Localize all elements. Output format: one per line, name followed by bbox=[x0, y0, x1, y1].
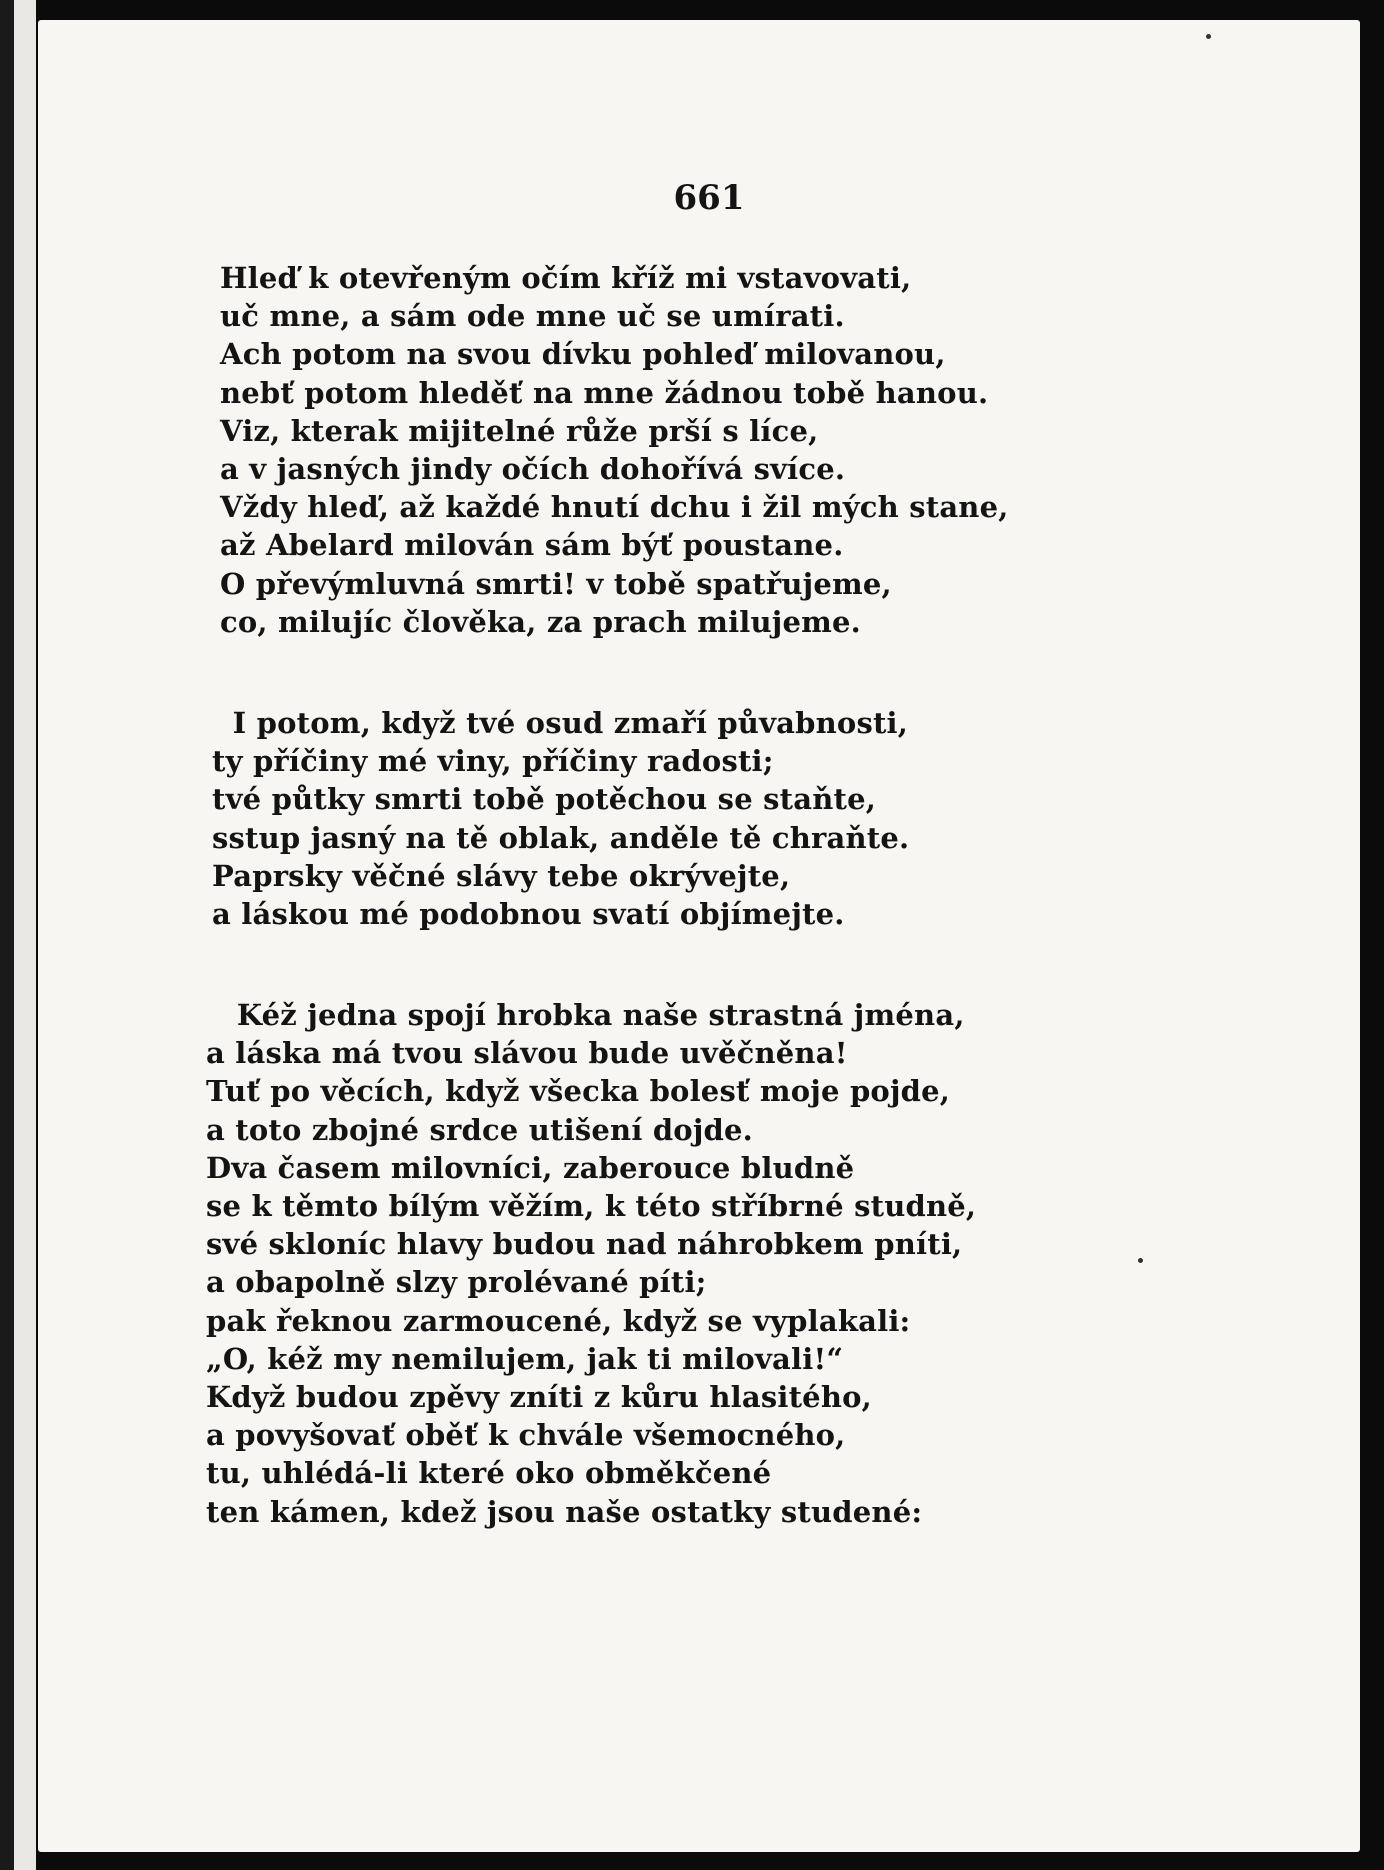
verse-line: co, milujíc člověka, za prach milujeme. bbox=[220, 604, 861, 639]
verse-line: Hleď k otevřeným očím kříž mi vstavovati, bbox=[220, 261, 912, 295]
verse-line: a povyšovať oběť k chvále všemocného, bbox=[206, 1418, 846, 1453]
verse-line: Viz, kterak mijitelné růže prší s líce, bbox=[220, 413, 819, 448]
verse-line: I potom, když tvé osud zmaří půvabnosti, bbox=[212, 706, 909, 740]
verse-line: a toto zbojné srdce utišení dojde. bbox=[206, 1112, 753, 1147]
verse-line: Paprsky věčné slávy tebe okrývejte, bbox=[212, 858, 791, 893]
verse-line: a láska má tvou slávou bude uvěčněna! bbox=[206, 1036, 848, 1071]
verse-line: pak řeknou zarmoucené, když se vyplakali: bbox=[206, 1303, 911, 1338]
verse-line: Když budou zpěvy zníti z kůru hlasitého, bbox=[206, 1380, 872, 1415]
stanza-2 bbox=[212, 704, 909, 933]
facing-page-edge bbox=[14, 0, 36, 1870]
scan-edge-left bbox=[0, 0, 14, 1870]
verse-line: O převýmluvná smrti! v tobě spatřujeme, bbox=[220, 566, 892, 601]
verse-line: uč mne, a sám ode mne uč se umírati. bbox=[220, 299, 845, 334]
scan-speck bbox=[1206, 34, 1211, 39]
verse-line: až Abelard milován sám býť poustane. bbox=[220, 528, 844, 563]
verse-line: „O, kéž my nemilujem, jak ti milovali!“ bbox=[206, 1341, 844, 1376]
verse-line: sstup jasný na tě oblak, anděle tě chraňte. bbox=[212, 820, 910, 855]
verse-line: Ach potom na svou dívku pohleď milovanou, bbox=[220, 337, 946, 372]
verse-line: tvé půtky smrti tobě potěchou se staňte, bbox=[212, 782, 877, 817]
verse-line: se k těmto bílým věžím, k této stříbrné studně, bbox=[206, 1189, 977, 1224]
verse-line: své skloníc hlavy budou nad náhrobkem pníti, bbox=[206, 1227, 963, 1262]
verse-line: tu, uhlédá-li které oko obměkčené bbox=[206, 1456, 772, 1491]
verse-line: Dva časem milovníci, zaberouce bludně bbox=[206, 1150, 855, 1185]
stanza-3 bbox=[206, 996, 976, 1531]
stanza-1 bbox=[220, 259, 1009, 641]
verse-line: ty příčiny mé viny, příčiny radosti; bbox=[212, 744, 774, 779]
scan-speck bbox=[1138, 1258, 1143, 1263]
verse-line: Kéž jedna spojí hrobka naše strastná jména, bbox=[206, 998, 965, 1032]
verse-line: Tuť po věcích, když všecka bolesť moje pojde, bbox=[206, 1074, 951, 1109]
page-number: 661 bbox=[673, 178, 745, 218]
verse-line: nebť potom hleděť na mne žádnou tobě hanou. bbox=[220, 375, 989, 410]
verse-line: a láskou mé podobnou svatí objímejte. bbox=[212, 897, 845, 932]
verse-line: Vždy hleď, až každé hnutí dchu i žil mých stane, bbox=[220, 490, 1009, 525]
verse-line: ten kámen, kdež jsou naše ostatky studené: bbox=[206, 1494, 923, 1529]
verse-line: a obapolně slzy prolévané píti; bbox=[206, 1265, 707, 1300]
verse-line: a v jasných jindy očích dohořívá svíce. bbox=[220, 452, 846, 487]
